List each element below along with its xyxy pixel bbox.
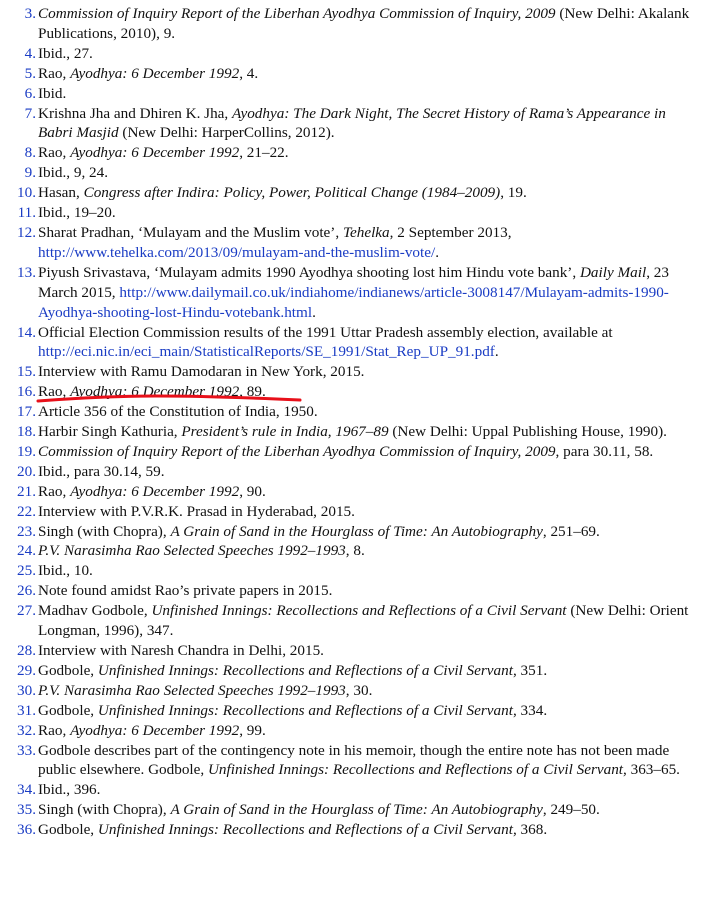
endnote-number[interactable]: 13. bbox=[17, 263, 36, 281]
endnote-item bbox=[10, 323, 710, 363]
endnote-item bbox=[10, 4, 710, 44]
endnote-number[interactable]: 36. bbox=[17, 821, 36, 839]
endnote-number[interactable]: 7. bbox=[24, 104, 36, 122]
endnote-item bbox=[10, 541, 710, 561]
endnote-number[interactable]: 21. bbox=[17, 482, 36, 500]
text-run: Hasan, bbox=[38, 184, 84, 202]
endnote-item bbox=[10, 482, 710, 502]
text-run: Article 356 of the Constitution of India, 1950. bbox=[38, 403, 318, 421]
text-run: , para 30.11, 58. bbox=[555, 442, 654, 460]
endnote-number[interactable]: 24. bbox=[17, 542, 36, 560]
endnote-number[interactable]: 11. bbox=[17, 204, 36, 222]
text-run: , 30. bbox=[345, 681, 373, 699]
italic-title: A Grain of Sand in the Hourglass of Time: An Autobiography bbox=[170, 801, 543, 819]
text-run: Singh (with Chopra), bbox=[38, 522, 171, 540]
italic-title: Tehelka bbox=[342, 223, 390, 241]
endnote-text bbox=[38, 820, 710, 840]
endnote-number[interactable]: 8. bbox=[24, 144, 36, 162]
endnote-text bbox=[38, 362, 710, 382]
italic-title: Commission of Inquiry Report of the Liberhan Ayodhya Commission of Inquiry, 2009 bbox=[38, 5, 556, 22]
endnote-number[interactable]: 32. bbox=[17, 721, 36, 739]
endnote-text bbox=[38, 701, 710, 721]
endnote-text bbox=[38, 741, 710, 781]
text-run: Note found amidst Rao’s private papers in 2015. bbox=[38, 582, 333, 600]
italic-title: Unfinished Innings: Recollections and Reflections of a Civil Servant bbox=[151, 602, 567, 620]
text-run: Piyush Srivastava, ‘Mulayam admits 1990 Ayodhya shooting lost him Hindu vote bank’, bbox=[38, 263, 580, 281]
text-run: , 2 September 2013, bbox=[389, 223, 512, 241]
endnote-text bbox=[38, 541, 710, 561]
endnote-number[interactable]: 29. bbox=[17, 661, 36, 679]
endnotes-page bbox=[10, 4, 710, 840]
text-run: , 249–50. bbox=[542, 801, 600, 819]
text-run: Rao, bbox=[38, 383, 71, 401]
text-run: Godbole, bbox=[38, 661, 98, 679]
endnote-item bbox=[10, 143, 710, 163]
text-run: , 90. bbox=[239, 482, 266, 500]
text-run: Krishna Jha and Dhiren K. Jha, bbox=[38, 104, 233, 122]
endnote-text bbox=[38, 4, 710, 44]
text-run: , 89. bbox=[239, 383, 266, 401]
endnote-item bbox=[10, 502, 710, 522]
italic-title: Ayodhya: 6 December 1992 bbox=[70, 721, 240, 739]
endnote-number[interactable]: 4. bbox=[24, 44, 36, 62]
endnote-number[interactable]: 25. bbox=[17, 562, 36, 580]
endnote-text bbox=[38, 721, 710, 741]
text-run: , 351. bbox=[512, 661, 548, 679]
endnote-text bbox=[38, 263, 710, 323]
text-run: Ibid., 27. bbox=[38, 44, 93, 62]
endnote-item bbox=[10, 581, 710, 601]
text-run: , 19. bbox=[500, 184, 527, 202]
italic-title: Ayodhya: The Dark Night, The Secret History of Rama’s Appearance in Babri Masjid bbox=[38, 104, 666, 142]
text-run: . bbox=[435, 243, 439, 261]
text-run: Ibid., 9, 24. bbox=[38, 164, 109, 182]
endnote-item bbox=[10, 601, 710, 641]
endnote-number[interactable]: 31. bbox=[17, 701, 36, 719]
endnote-number[interactable]: 20. bbox=[17, 462, 36, 480]
endnote-number[interactable]: 12. bbox=[17, 223, 36, 241]
italic-title: A Grain of Sand in the Hourglass of Time: An Autobiography bbox=[170, 522, 543, 540]
endnote-item bbox=[10, 820, 710, 840]
italic-title: Ayodhya: 6 December 1992 bbox=[70, 482, 240, 500]
text-run: Godbole, bbox=[38, 701, 98, 719]
endnote-number[interactable]: 26. bbox=[17, 582, 36, 600]
endnote-item bbox=[10, 701, 710, 721]
endnote-item bbox=[10, 104, 710, 144]
text-run: Rao, bbox=[38, 64, 71, 82]
endnote-item bbox=[10, 681, 710, 701]
text-run: . bbox=[494, 343, 499, 361]
endnote-number[interactable]: 14. bbox=[17, 323, 36, 341]
italic-title: Unfinished Innings: Recollections and Reflections of a Civil Servant bbox=[97, 701, 513, 719]
endnote-item bbox=[10, 223, 710, 263]
endnote-text bbox=[38, 581, 710, 601]
endnote-text bbox=[38, 522, 710, 542]
endnote-text bbox=[38, 780, 710, 800]
endnote-text bbox=[38, 203, 710, 223]
text-run: , 4. bbox=[239, 64, 259, 82]
text-run: Rao, bbox=[38, 144, 71, 162]
text-run: Ibid. bbox=[38, 84, 67, 102]
text-run: Ibid., 396. bbox=[38, 781, 101, 799]
endnote-number[interactable]: 16. bbox=[17, 383, 36, 401]
endnote-item bbox=[10, 522, 710, 542]
endnote-text bbox=[38, 143, 710, 163]
text-run: , 368. bbox=[512, 821, 548, 839]
endnote-number[interactable]: 18. bbox=[17, 423, 36, 441]
text-run: , 23 March 2015, bbox=[38, 263, 669, 301]
endnote-text bbox=[38, 223, 710, 263]
text-run: , 8. bbox=[345, 542, 365, 560]
endnote-text bbox=[38, 601, 710, 641]
text-run: Sharat Pradhan, ‘Mulayam and the Muslim vote’, bbox=[38, 223, 343, 241]
italic-title: P.V. Narasimha Rao Selected Speeches 1992–1993 bbox=[38, 681, 346, 699]
text-run: Interview with Ramu Damodaran in New York, 2015. bbox=[38, 363, 365, 381]
text-run: , 363–65. bbox=[623, 761, 680, 779]
endnote-number[interactable]: 17. bbox=[17, 403, 36, 421]
endnote-item bbox=[10, 741, 710, 781]
endnote-text bbox=[38, 641, 710, 661]
italic-title: Ayodhya: 6 December 1992 bbox=[70, 383, 240, 401]
endnote-item bbox=[10, 203, 710, 223]
italic-title: Unfinished Innings: Recollections and Reflections of a Civil Servant bbox=[97, 821, 513, 839]
italic-title: Unfinished Innings: Recollections and Reflections of a Civil Servant bbox=[207, 761, 624, 779]
endnote-text bbox=[38, 681, 710, 701]
endnote-text bbox=[38, 661, 710, 681]
endnote-text bbox=[38, 502, 710, 522]
italic-title: Ayodhya: 6 December 1992 bbox=[70, 144, 240, 162]
text-run: Singh (with Chopra), bbox=[38, 801, 171, 819]
text-run: Godbole, bbox=[38, 821, 98, 839]
endnote-item bbox=[10, 163, 710, 183]
endnote-text bbox=[38, 561, 710, 581]
text-run: Godbole describes part of the contingency note in his memoir, though the entire note has not been made public elsewhere. Godbole, bbox=[38, 741, 670, 779]
endnote-number[interactable]: 33. bbox=[17, 741, 36, 759]
endnote-number[interactable]: 35. bbox=[17, 801, 36, 819]
endnote-item bbox=[10, 44, 710, 64]
endnote-item bbox=[10, 64, 710, 84]
text-run: Ibid., 10. bbox=[38, 562, 93, 580]
text-run: Interview with P.V.R.K. Prasad in Hyderabad, 2015. bbox=[38, 502, 355, 520]
endnote-number[interactable]: 3. bbox=[24, 5, 36, 22]
endnote-number[interactable]: 34. bbox=[17, 781, 36, 799]
endnote-item bbox=[10, 780, 710, 800]
endnote-text bbox=[38, 183, 710, 203]
endnote-number[interactable]: 23. bbox=[17, 522, 36, 540]
italic-title: President’s rule in India, 1967–89 bbox=[181, 423, 389, 441]
endnote-item bbox=[10, 84, 710, 104]
text-run: Ibid., 19–20. bbox=[38, 204, 116, 222]
text-run: , 251–69. bbox=[542, 522, 600, 540]
endnote-text bbox=[38, 104, 710, 144]
endnote-text bbox=[38, 800, 710, 820]
endnote-number[interactable]: 22. bbox=[17, 502, 36, 520]
url-link[interactable]: http://www.dailymail.co.uk/indiahome/indianews/article-3008147/Mulayam-admits-1990-Ayodhya-shooting-lost-Hindu-votebank.html bbox=[38, 283, 669, 321]
endnote-number[interactable]: 28. bbox=[17, 642, 36, 659]
text-run: Madhav Godbole, bbox=[38, 602, 152, 620]
endnote-item bbox=[10, 721, 710, 741]
text-run: (New Delhi: Akalank Publications, 2010), 9. bbox=[38, 5, 690, 42]
endnote-item bbox=[10, 641, 710, 661]
endnote-item bbox=[10, 263, 710, 323]
text-run: Harbir Singh Kathuria, bbox=[38, 423, 182, 441]
endnote-number[interactable]: 10. bbox=[17, 184, 36, 202]
text-run: Rao, bbox=[38, 482, 71, 500]
endnote-item bbox=[10, 362, 710, 382]
italic-title: Congress after Indira: Policy, Power, Political Change (1984–2009) bbox=[83, 184, 501, 202]
endnote-text bbox=[38, 44, 710, 64]
text-run: Ibid., para 30.14, 59. bbox=[38, 462, 165, 480]
endnote-number[interactable]: 5. bbox=[24, 64, 36, 82]
endnote-item bbox=[10, 442, 710, 462]
text-run: , 21–22. bbox=[239, 144, 289, 162]
endnote-text bbox=[38, 323, 710, 363]
endnote-text bbox=[38, 84, 710, 104]
text-run: (New Delhi: HarperCollins, 2012). bbox=[118, 124, 335, 142]
endnote-item bbox=[10, 800, 710, 820]
text-run: Rao, bbox=[38, 721, 71, 739]
endnote-text bbox=[38, 422, 710, 442]
text-run: (New Delhi: Orient Longman, 1996), 347. bbox=[38, 602, 689, 640]
text-run: Official Election Commission results of the 1991 Uttar Pradesh assembly election, available at bbox=[38, 323, 613, 341]
endnote-item bbox=[10, 183, 710, 203]
endnote-item bbox=[10, 462, 710, 482]
text-run: (New Delhi: Uppal Publishing House, 1990). bbox=[388, 423, 667, 441]
italic-title: Daily Mail bbox=[579, 263, 647, 281]
endnote-text bbox=[38, 64, 710, 84]
text-run: . bbox=[312, 303, 316, 321]
italic-title: Unfinished Innings: Recollections and Reflections of a Civil Servant bbox=[97, 661, 513, 679]
red-hand-drawn-underline bbox=[36, 390, 306, 410]
endnote-number[interactable]: 30. bbox=[17, 681, 36, 699]
endnote-item bbox=[10, 661, 710, 681]
url-link[interactable]: http://eci.nic.in/eci_main/StatisticalReports/SE_1991/Stat_Rep_UP_91.pdf bbox=[38, 343, 495, 361]
text-run: Interview with Naresh Chandra in Delhi, 2015. bbox=[38, 642, 324, 659]
endnote-number[interactable]: 9. bbox=[24, 164, 36, 182]
endnote-item bbox=[10, 561, 710, 581]
endnote-text bbox=[38, 163, 710, 183]
italic-title: P.V. Narasimha Rao Selected Speeches 1992–1993 bbox=[38, 542, 346, 560]
italic-title: Commission of Inquiry Report of the Liberhan Ayodhya Commission of Inquiry, 2009 bbox=[38, 442, 556, 460]
underline-stroke bbox=[38, 396, 300, 401]
endnote-number[interactable]: 19. bbox=[17, 442, 36, 460]
italic-title: Ayodhya: 6 December 1992 bbox=[70, 64, 240, 82]
endnotes-list bbox=[10, 4, 710, 840]
endnote-number[interactable]: 6. bbox=[24, 84, 36, 102]
text-run: , 99. bbox=[239, 721, 266, 739]
endnote-text bbox=[38, 442, 710, 462]
text-run: , 334. bbox=[512, 701, 548, 719]
endnote-item bbox=[10, 422, 710, 442]
url-link[interactable]: http://www.tehelka.com/2013/09/mulayam-and-the-muslim-vote/ bbox=[38, 243, 436, 261]
endnote-number[interactable]: 27. bbox=[17, 602, 36, 620]
endnote-number[interactable]: 15. bbox=[17, 363, 36, 381]
endnote-text bbox=[38, 462, 710, 482]
endnote-text bbox=[38, 482, 710, 502]
